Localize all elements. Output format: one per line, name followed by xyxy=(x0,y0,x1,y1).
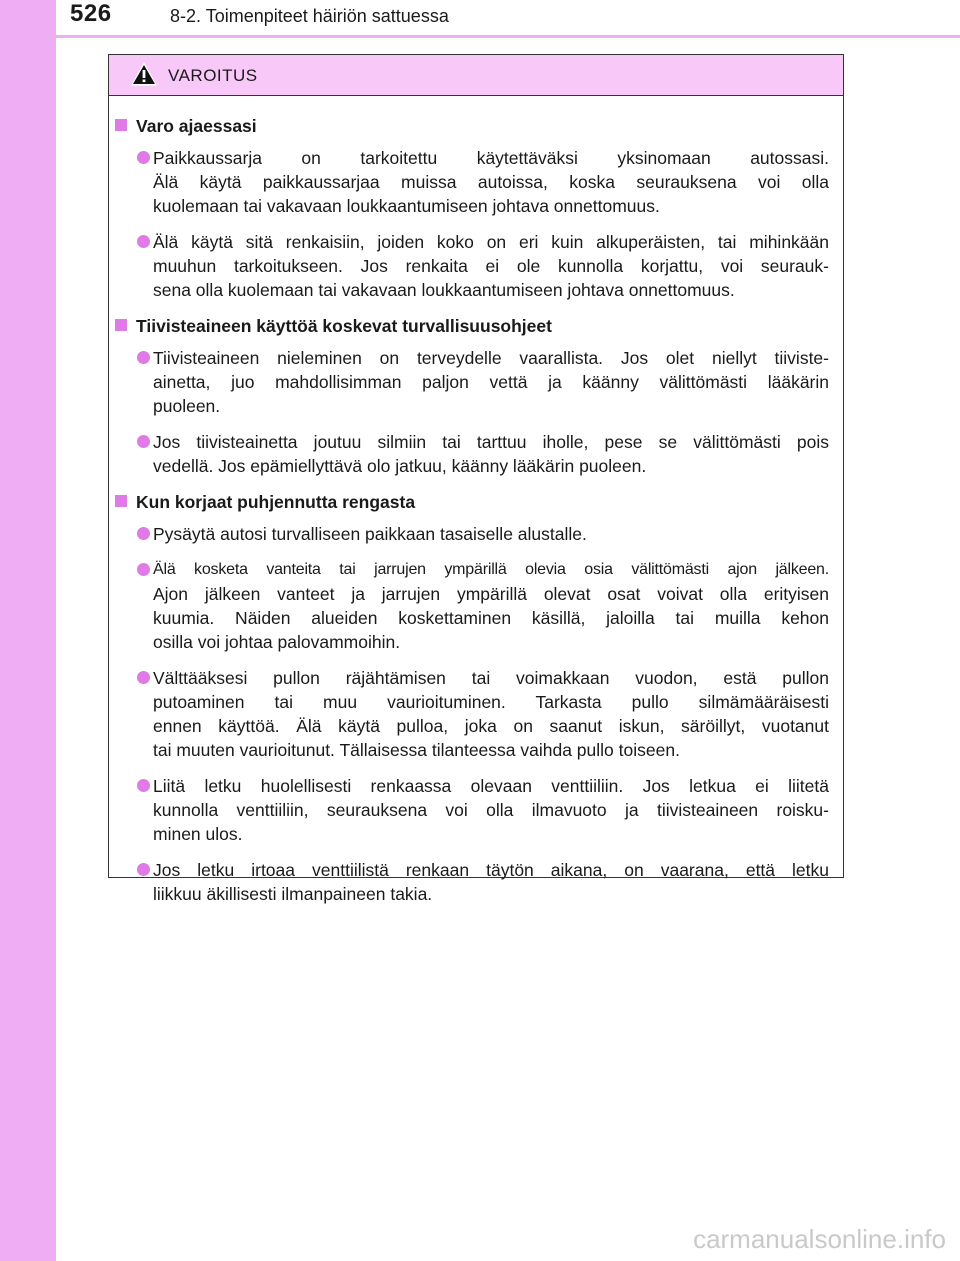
warning-box xyxy=(108,54,844,904)
side-tab-strip xyxy=(0,0,56,1261)
bullet-text-line: minen ulos. xyxy=(153,824,243,844)
bullet-text-line: Jos letku irtoaa venttiilistä renkaan täytön aikana, on vaarana, että letku xyxy=(153,860,829,880)
bullet-item xyxy=(115,146,829,218)
section-heading xyxy=(115,490,829,514)
bullet-item xyxy=(115,430,829,478)
bullet-item xyxy=(115,858,829,906)
round-bullet-icon xyxy=(137,151,150,164)
warning-header xyxy=(109,55,843,96)
bullet-text-line: liikkuu äkillisesti ilmanpaineen takia. xyxy=(153,884,433,904)
bullet-text-line: osilla voi johtaa palovammoihin. xyxy=(153,632,401,652)
bullet-text-line: Pysäytä autosi turvalliseen paikkaan tasaiselle alustalle. xyxy=(153,524,587,544)
round-bullet-icon xyxy=(137,563,150,576)
bullet-text-line: Välttääksesi pullon räjähtämisen tai voimakkaan vuodon, estä pullon xyxy=(153,668,829,688)
round-bullet-icon xyxy=(137,863,150,876)
warning-content xyxy=(109,96,843,906)
bullet-text-line: Älä kosketa vanteita tai jarrujen ympärillä olevia osia välittömästi ajon jälkeen. xyxy=(153,561,829,578)
round-bullet-icon xyxy=(137,351,150,364)
square-bullet-icon xyxy=(115,495,127,507)
bullet-text-line: Älä käytä paikkaussarjaa muissa autoissa, koska seurauksena voi olla xyxy=(153,172,829,192)
bullet-item xyxy=(115,522,829,546)
bullet-text-line: sena olla kuolemaan tai vakavaan loukkaantumiseen johtava onnettomuus. xyxy=(153,280,735,300)
bullet-item xyxy=(115,774,829,846)
bullet-text-line: muuhun tarkoitukseen. Jos renkaita ei ole kunnolla korjattu, voi seurauk- xyxy=(153,256,829,276)
round-bullet-icon xyxy=(137,235,150,248)
bullet-item xyxy=(115,230,829,302)
bullet-item xyxy=(115,666,829,762)
section-heading xyxy=(115,314,829,338)
bullet-text-line: Jos tiivisteainetta joutuu silmiin tai tarttuu iholle, pese se välittömästi pois xyxy=(153,432,829,452)
bullet-text-line: Tiivisteaineen nieleminen on terveydelle vaarallista. Jos olet niellyt tiiviste- xyxy=(153,348,829,368)
section-heading-text: Varo ajaessasi xyxy=(136,116,257,136)
bullet-text-line: kuolemaan tai vakavaan loukkaantumiseen johtava onnettomuus. xyxy=(153,196,660,216)
bullet-text-line: kuumia. Näiden alueiden koskettaminen käsillä, jaloilla tai muilla kehon xyxy=(153,608,829,628)
square-bullet-icon xyxy=(115,119,127,131)
square-bullet-icon xyxy=(115,319,127,331)
header-divider xyxy=(0,35,960,38)
bullet-text-line: Älä käytä sitä renkaisiin, joiden koko on eri kuin alkuperäisten, tai mihinkään xyxy=(153,232,829,252)
round-bullet-icon xyxy=(137,435,150,448)
bullet-text-line: vedellä. Jos epämiellyttävä olo jatkuu, käänny lääkärin puoleen. xyxy=(153,456,647,476)
section-title: 8-2. Toimenpiteet häiriön sattuessa xyxy=(170,6,449,26)
bullet-text-line: kunnolla venttiiliin, seurauksena voi olla ilmavuoto ja tiivisteaineen roisku- xyxy=(153,800,829,820)
round-bullet-icon xyxy=(137,671,150,684)
bullet-text-line: tai muuten vaurioitunut. Tällaisessa tilanteessa vaihda pullo toiseen. xyxy=(153,740,680,760)
section-heading-text: Tiivisteaineen käyttöä koskevat turvallisuusohjeet xyxy=(136,316,552,336)
warning-triangle-icon xyxy=(131,62,157,86)
bullet-text-line: puoleen. xyxy=(153,396,221,416)
page-number: 526 xyxy=(70,0,112,27)
bullet-text-line: Liitä letku huolellisesti renkaassa olevaan venttiiliin. Jos letkua ei liitetä xyxy=(153,776,829,796)
footer-watermark: carmanualsonline.info xyxy=(693,1224,946,1254)
round-bullet-icon xyxy=(137,779,150,792)
section-heading xyxy=(115,114,829,138)
bullet-text-line: Ajon jälkeen vanteet ja jarrujen ympärillä olevat osat voivat olla erityisen xyxy=(153,584,829,604)
round-bullet-icon xyxy=(137,527,150,540)
bullet-item xyxy=(115,346,829,418)
bullet-text-line: putoaminen tai muu vaurioituminen. Tarkasta pullo silmämääräisesti xyxy=(153,692,829,712)
bullet-text-line: ennen käyttöä. Älä käytä pulloa, joka on saanut iskun, säröillyt, vuotanut xyxy=(153,716,829,736)
section-heading-text: Kun korjaat puhjennutta rengasta xyxy=(136,492,416,512)
warning-label: VAROITUS xyxy=(168,66,258,85)
bullet-text-line: Paikkaussarja on tarkoitettu käytettäväksi yksinomaan autossasi. xyxy=(153,148,829,168)
bullet-text-line: ainetta, juo mahdollisimman paljon vettä ja käänny välittömästi lääkärin xyxy=(153,372,829,392)
bullet-item xyxy=(115,558,829,654)
